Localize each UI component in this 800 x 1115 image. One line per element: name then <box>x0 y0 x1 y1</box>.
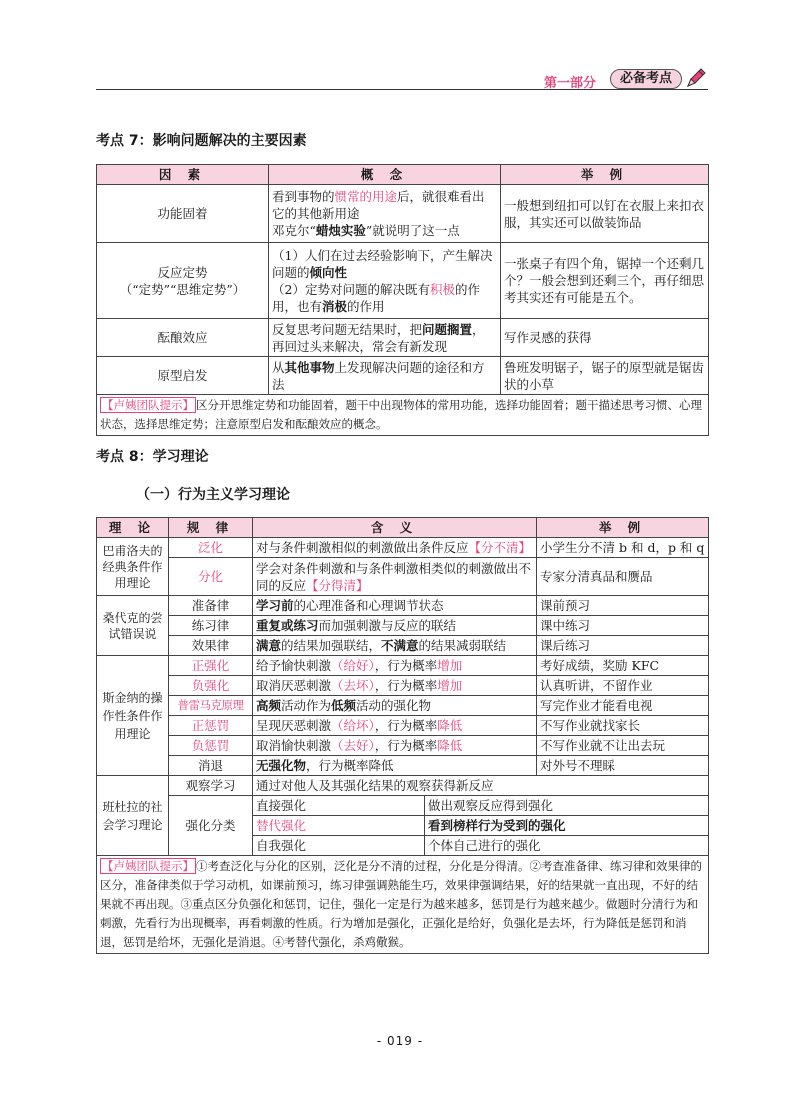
col-header-example: 举 例 <box>501 165 709 185</box>
example-cell: 专家分清真品和赝品 <box>537 558 709 596</box>
tip-row <box>97 395 709 436</box>
reinforce-type-cell: 直接强化 <box>253 796 425 816</box>
concept-cell: 反复思考问题无结果时，把问题搁置，再回过头来解决，常会有新发现 <box>269 319 501 357</box>
law-cell: 负强化 <box>169 676 253 696</box>
meaning-cell: 呈现厌恶刺激（给坏），行为概率降低 <box>253 716 537 736</box>
concept-cell: （1）人们在过去经验影响下，产生解决问题的倾向性 （2）定势对问题的解决既有积极的作用，也有消极的作用 <box>269 243 501 319</box>
page-number: - 019 - <box>376 1034 424 1048</box>
table-row <box>97 185 709 243</box>
table-row <box>97 796 709 816</box>
table-row <box>97 357 709 395</box>
meaning-cell: 取消厌恶刺激（去坏），行为概率增加 <box>253 676 537 696</box>
theory-cell: 班杜拉的社会学习理论 <box>97 776 169 856</box>
example-cell: 课前预习 <box>537 596 709 616</box>
meaning-cell: 通过对他人及其强化结果的观察获得新反应 <box>253 776 709 796</box>
theory-cell: 巴甫洛夫的经典条件作用理论 <box>97 538 169 596</box>
pencil-icon <box>684 66 708 90</box>
example-cell: 课后练习 <box>537 636 709 656</box>
example-cell: 写完作业才能看电视 <box>537 696 709 716</box>
factors-header-row <box>97 165 709 185</box>
header-rule <box>96 89 708 90</box>
law-cell: 消退 <box>169 756 253 776</box>
table-row <box>97 616 709 636</box>
table-row <box>97 716 709 736</box>
example-cell: 小学生分不清 b 和 d，p 和 q <box>537 538 709 558</box>
theory-cell: 斯金纳的操作性条件作用理论 <box>97 656 169 776</box>
table-row <box>97 538 709 558</box>
law-cell: 负惩罚 <box>169 736 253 756</box>
table-row <box>97 756 709 776</box>
reinforce-desc-cell: 个体自己进行的强化 <box>425 836 709 856</box>
law-cell: 分化 <box>169 558 253 596</box>
table-row <box>97 636 709 656</box>
example-cell: 一般想到纽扣可以钉在衣服上来扣衣服，其实还可以做装饰品 <box>501 185 709 243</box>
factor-cell: 酝酿效应 <box>97 319 269 357</box>
factor-cell: 功能固着 <box>97 185 269 243</box>
law-cell: 强化分类 <box>169 796 253 856</box>
table-row <box>97 776 709 796</box>
tip-text: ①考查泛化与分化的区别，泛化是分不清的过程，分化是分得清。②考查准备律、练习律和效果律的区分，准备律类似于学习动机，如课前预习，练习律强调熟能生巧，效果律强调结果，好的结果就一直出现，不好的结果就不再出现。③重点区分负强化和惩罚，记住，强化一定是行为越来越多，惩罚是行为越来越少。做题时分清行为和刺激，先看行为出现概率，再看刺激的性质。行为增加是强化，正强化是给好，负强化是去坏，行为降低是惩罚和消退，惩罚是给坏，无强化是消退。④考替代强化，杀鸡儆猴。 <box>100 859 702 949</box>
law-cell: 正惩罚 <box>169 716 253 736</box>
col-header-theory: 理 论 <box>97 518 169 538</box>
factor-cell: 反应定势 （“定势”“思维定势”） <box>97 243 269 319</box>
tip-box <box>97 856 709 954</box>
example-cell: 一张桌子有四个角，锯掉一个还剩几个？一般会想到还剩三个，再仔细思考其实还有可能是五个。 <box>501 243 709 319</box>
example-cell: 鲁班发明锯子，锯子的原型就是锯齿状的小草 <box>501 357 709 395</box>
law-cell: 练习律 <box>169 616 253 636</box>
law-cell: 效果律 <box>169 636 253 656</box>
tip-label: 【卢姨团队提示】 <box>102 859 194 873</box>
theory-cell: 桑代克的尝试错误说 <box>97 596 169 656</box>
example-cell: 不写作业就找家长 <box>537 716 709 736</box>
table-row <box>97 319 709 357</box>
col-header-example: 举 例 <box>537 518 709 538</box>
learning-header-row <box>97 518 709 538</box>
concept-cell: 看到事物的惯常的用途后，就很难看出它的其他新用途 邓克尔“蜡烛实验”就说明了这一点 <box>269 185 501 243</box>
meaning-cell: 给予愉快刺激（给好），行为概率增加 <box>253 656 537 676</box>
meaning-cell: 无强化物，行为概率降低 <box>253 756 537 776</box>
example-cell: 对外号不理睬 <box>537 756 709 776</box>
tip-label: 【卢姨团队提示】 <box>102 398 194 412</box>
example-cell: 不写作业就不让出去玩 <box>537 736 709 756</box>
tip-row <box>97 856 709 954</box>
reinforce-desc-cell: 做出观察反应得到强化 <box>425 796 709 816</box>
table-row <box>97 656 709 676</box>
factors-table <box>96 164 709 436</box>
example-cell: 课中练习 <box>537 616 709 636</box>
section8-subtitle: （一）行为主义学习理论 <box>136 487 290 503</box>
example-cell: 认真听讲，不留作业 <box>537 676 709 696</box>
section8-title: 考点 8：学习理论 <box>96 449 209 465</box>
header-part: 第一部分 <box>543 76 596 91</box>
law-cell: 普雷马克原理 <box>169 696 253 716</box>
reinforce-type-cell: 替代强化 <box>253 816 425 836</box>
meaning-cell: 对与条件刺激相似的刺激做出条件反应【分不清】 <box>253 538 537 558</box>
tip-box <box>97 395 709 436</box>
reinforce-desc-cell: 看到榜样行为受到的强化 <box>425 816 709 836</box>
col-header-law: 规 律 <box>169 518 253 538</box>
table-row <box>97 558 709 596</box>
meaning-cell: 满意的结果加强联结，不满意的结果减弱联结 <box>253 636 537 656</box>
meaning-cell: 高频活动作为低频活动的强化物 <box>253 696 537 716</box>
reinforce-type-cell: 自我强化 <box>253 836 425 856</box>
col-header-meaning: 含 义 <box>253 518 537 538</box>
col-header-concept: 概 念 <box>269 165 501 185</box>
meaning-cell: 取消愉快刺激（去好），行为概率降低 <box>253 736 537 756</box>
table-row <box>97 736 709 756</box>
section7-title: 考点 7：影响问题解决的主要因素 <box>96 133 307 149</box>
meaning-cell: 学会对条件刺激和与条件刺激相类似的刺激做出不同的反应【分得清】 <box>253 558 537 596</box>
meaning-cell: 重复或练习而加强刺激与反应的联结 <box>253 616 537 636</box>
table-row <box>97 676 709 696</box>
col-header-factor: 因 素 <box>97 165 269 185</box>
law-cell: 泛化 <box>169 538 253 558</box>
example-cell: 考好成绩，奖励 KFC <box>537 656 709 676</box>
example-cell: 写作灵感的获得 <box>501 319 709 357</box>
meaning-cell: 学习前的心理准备和心理调节状态 <box>253 596 537 616</box>
tip-text: 区分开思维定势和功能固着，题干中出现物体的常用功能，选择功能固着；题干描述思考习惯、心理状态，选择思维定势；注意原型启发和酝酿效应的概念。 <box>100 398 702 431</box>
law-cell: 准备律 <box>169 596 253 616</box>
concept-cell: 从其他事物上发现解决问题的途径和方法 <box>269 357 501 395</box>
table-row <box>97 596 709 616</box>
table-row <box>97 243 709 319</box>
table-row <box>97 696 709 716</box>
factor-cell: 原型启发 <box>97 357 269 395</box>
header-badge: 必备考点 <box>610 69 682 89</box>
learning-theory-table <box>96 517 709 954</box>
law-cell: 正强化 <box>169 656 253 676</box>
law-cell: 观察学习 <box>169 776 253 796</box>
